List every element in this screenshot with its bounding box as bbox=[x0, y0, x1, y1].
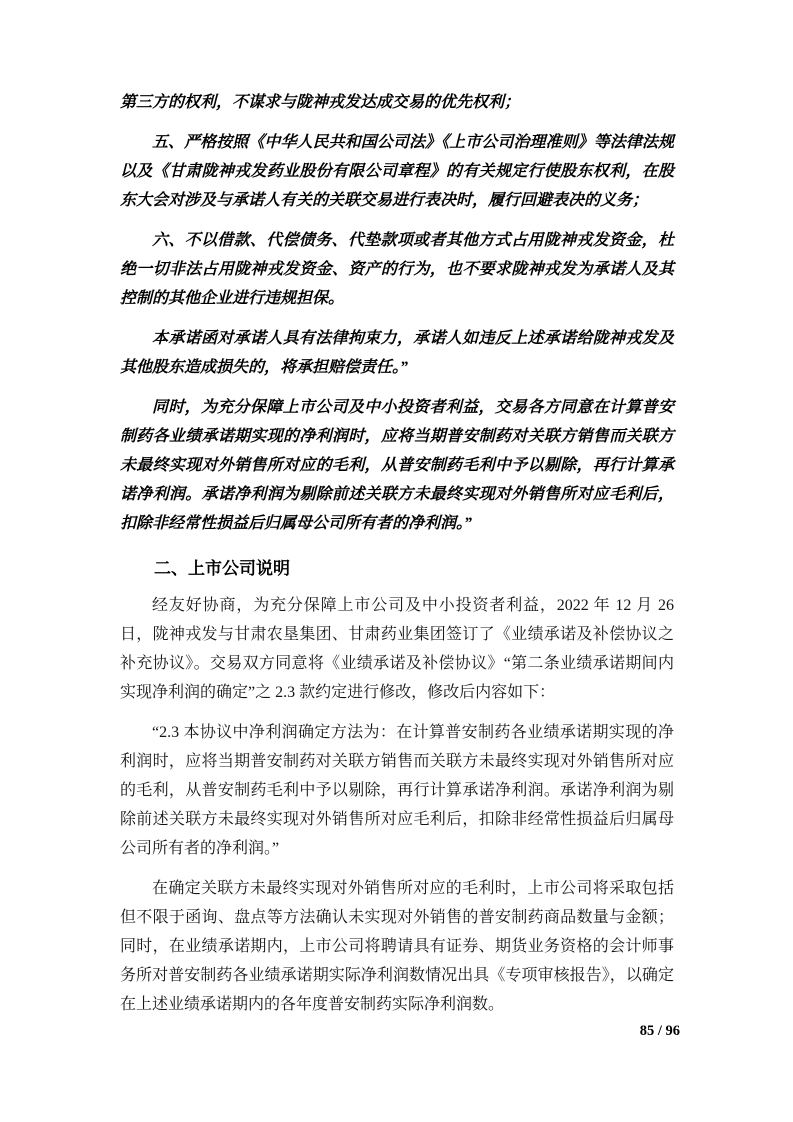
page-number: 85 / 96 bbox=[639, 1023, 680, 1039]
statement-paragraph-verification: 在确定关联方未最终实现对外销售所对应的毛利时，上市公司将采取包括但不限于函询、盘点等方法确认未实现对外销售的普安制药商品数量与金额；同时，在业绩承诺期内，上市公司将聘请具有证券、期货业务资格的会计师事务所对普安制药各业绩承诺期实际净利润数情况出具《专项审核报告》，以确定在上述业绩承诺期内的各年度普安制药实际净利润数。 bbox=[120, 880, 674, 1013]
page-body bbox=[120, 88, 674, 1019]
commitment-paragraph-item-5: 五、严格按照《中华人民共和国公司法》《上市公司治理准则》等法律法规以及《甘肃陇神戎发药业股份有限公司章程》的有关规定行使股东权利，在股东大会对涉及与承诺人有关的关联交易进行表决时，履行回避表决的义务； bbox=[120, 134, 674, 209]
commitment-paragraph-continuation: 第三方的权利，不谋求与陇神戎发达成交易的优先权利； bbox=[120, 94, 521, 111]
section-heading-listed-company-statement: 二、上市公司说明 bbox=[154, 559, 290, 578]
commitment-quote-block bbox=[120, 88, 674, 538]
commitment-paragraph-net-profit: 同时，为充分保障上市公司及中小投资者利益，交易各方同意在计算普安制药各业绩承诺期实现的净利润时，应将当期普安制药对关联方销售而关联方未最终实现对外销售所对应的毛利，从普安制药毛利中予以剔除，再行计算承诺净利润。承诺净利润为剔除前述关联方未最终实现对外销售所对应毛利后，扣除非经常性损益后归属母公司所有者的净利润。” bbox=[120, 399, 674, 532]
statement-paragraph-agreement: 经友好协商，为充分保障上市公司及中小投资者利益，2022 年 12 月 26 日，陇神戎发与甘肃农垦集团、甘肃药业集团签订了《业绩承诺及补偿协议之补充协议》。交易双方同意将《业绩承诺及补偿协议》“第二条业绩承诺期间内实现净利润的确定”之 2.3 款约定进行修改，修改后内容如下： bbox=[120, 597, 674, 701]
statement-block bbox=[120, 591, 674, 1019]
statement-paragraph-clause-2-3: “2.3 本协议中净利润确定方法为：在计算普安制药各业绩承诺期实现的净利润时，应将当期普安制药对关联方销售而关联方未最终实现对外销售所对应的毛利，从普安制药毛利中予以剔除，再行计算承诺净利润。承诺净利润为剔除前述关联方未最终实现对外销售所对应毛利后，扣除非经常性损益后归属母公司所有者的净利润。” bbox=[120, 724, 674, 857]
commitment-paragraph-binding-force: 本承诺函对承诺人具有法律拘束力，承诺人如违反上述承诺给陇神戎发及其他股东造成损失的，将承担赔偿责任。” bbox=[120, 330, 674, 376]
commitment-paragraph-item-6: 六、不以借款、代偿债务、代垫款项或者其他方式占用陇神戎发资金，杜绝一切非法占用陇神戎发资金、资产的行为，也不要求陇神戎发为承诺人及其控制的其他企业进行违规担保。 bbox=[120, 232, 674, 307]
